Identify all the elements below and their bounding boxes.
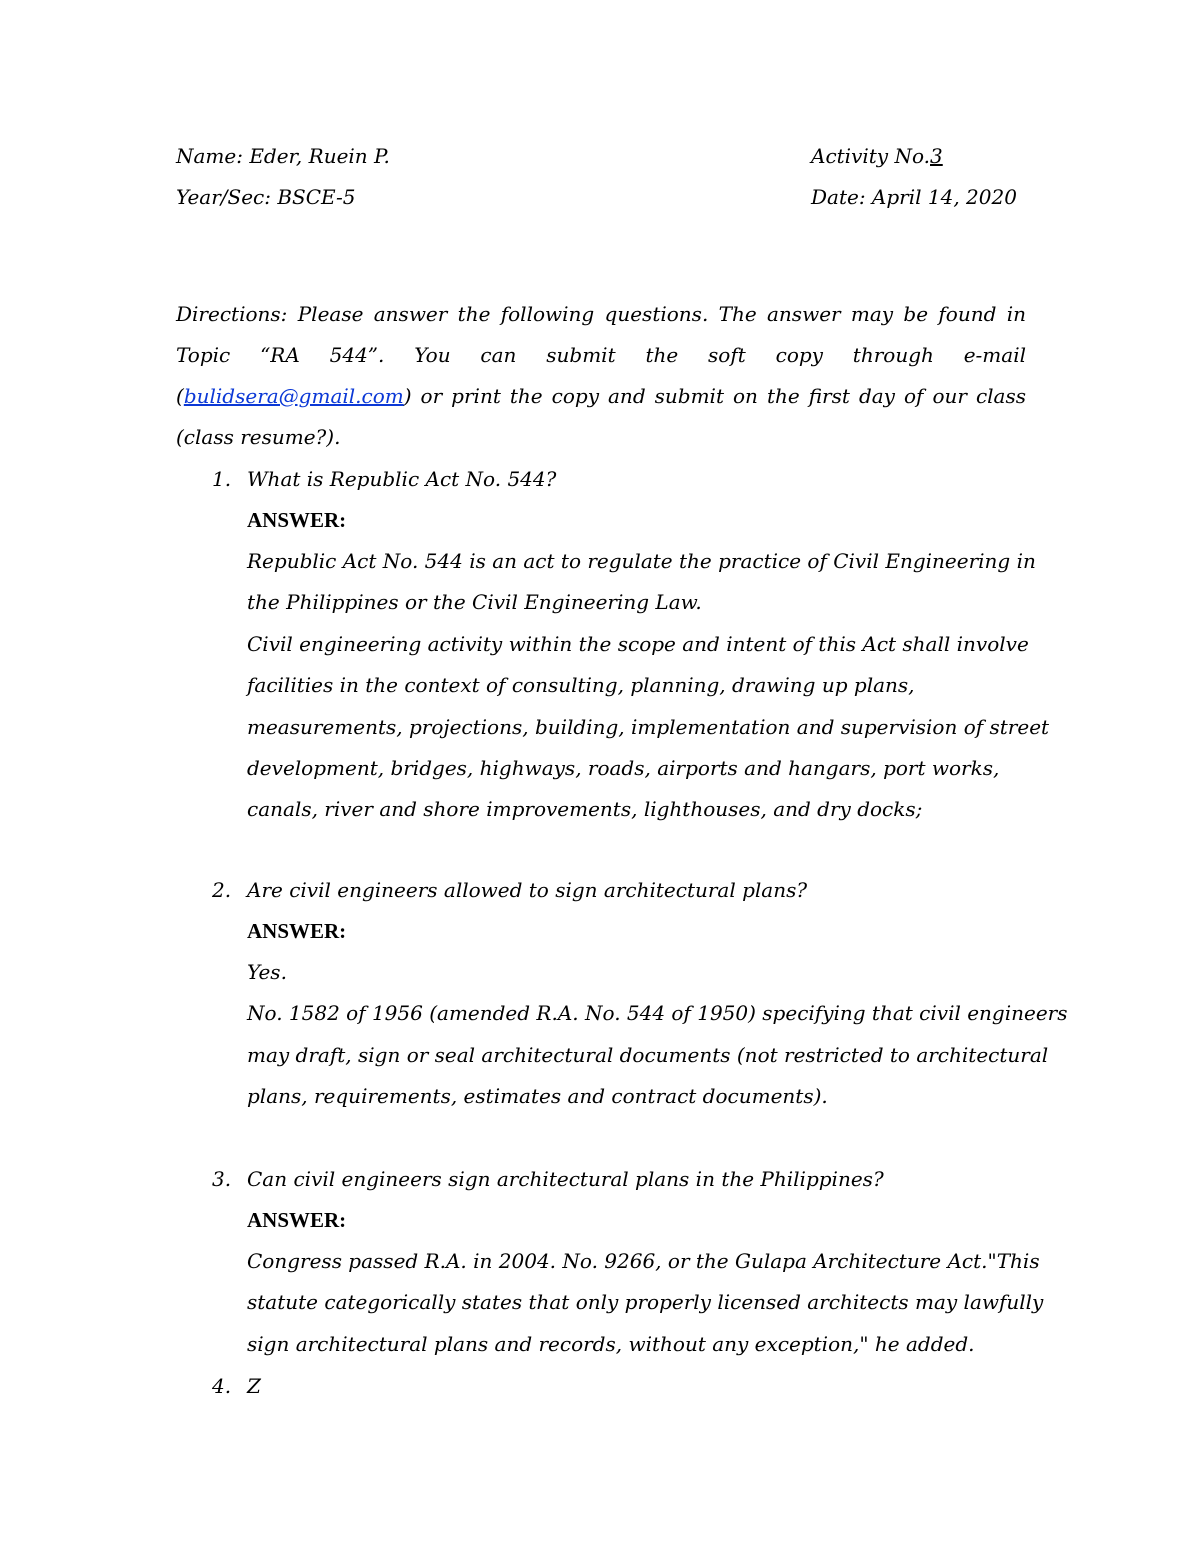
email-link[interactable]: bulidsera@gmail.com xyxy=(183,384,404,408)
answer-line: sign architectural plans and records, without any exception," he added. xyxy=(247,1331,975,1356)
question-number: 2. xyxy=(212,878,232,902)
question-number: 3. xyxy=(212,1167,232,1191)
question-number: 4. xyxy=(212,1374,232,1398)
directions-paragraph xyxy=(176,294,1026,458)
activity-date: Date: April 14, 2020 xyxy=(811,185,1017,209)
answer-label: ANSWER: xyxy=(247,1208,347,1232)
answer-line: Congress passed R.A. in 2004. No. 9266, or the Gulapa Architecture Act."This xyxy=(247,1249,1040,1273)
question-row xyxy=(176,1159,976,1200)
answer-line: No. 1582 of 1956 (amended R.A. No. 544 of 1950) specifying that civil engineers xyxy=(247,1001,1068,1026)
directions-text-1: Directions: Please answer the following questions. The answer may be found in Topic “RA 544”. You can submit the soft copy through e-mail ( xyxy=(176,302,1026,408)
answer-label: ANSWER: xyxy=(247,919,347,943)
question-item-1 xyxy=(176,459,1050,831)
answer-line: development, bridges, highways, roads, airports and hangars, port works, xyxy=(247,756,1000,781)
question-text: Can civil engineers sign architectural plans in the Philippines? xyxy=(247,1167,884,1191)
answer-line: Yes. xyxy=(247,960,287,984)
directions-text-2: ) or print the copy and submit on the first day of our class (class resume?). xyxy=(176,384,1026,449)
answer-line: plans, requirements, estimates and contract documents). xyxy=(247,1084,828,1109)
answer-line: Civil engineering activity within the scope and intent of this Act shall involve xyxy=(247,631,1029,656)
answer-body xyxy=(176,1241,1044,1365)
answer-body xyxy=(176,952,1068,1118)
question-number: 1. xyxy=(212,467,232,491)
question-row xyxy=(176,870,976,911)
answer-body xyxy=(176,541,1050,831)
year-section: Year/Sec: BSCE-5 xyxy=(176,185,356,209)
question-text: Z xyxy=(247,1374,261,1398)
answer-line: Republic Act No. 544 is an act to regulate the practice of Civil Engineering in xyxy=(247,549,1036,573)
question-item-4 xyxy=(176,1366,976,1407)
question-item-3 xyxy=(176,1159,1044,1365)
student-name: Name: Eder, Ruein P. xyxy=(176,144,390,168)
answer-line: the Philippines or the Civil Engineering Law. xyxy=(247,590,702,615)
answer-line: statute categorically states that only properly licensed architects may lawfully xyxy=(247,1290,1044,1315)
activity-number-value: 3 xyxy=(930,144,943,168)
question-row xyxy=(176,459,976,500)
question-text: Are civil engineers allowed to sign architectural plans? xyxy=(247,878,808,902)
activity-number xyxy=(811,143,943,169)
answer-line: may draft, sign or seal architectural documents (not restricted to architectural xyxy=(247,1042,1049,1067)
answer-label: ANSWER: xyxy=(247,508,347,532)
question-row xyxy=(176,1366,976,1407)
answer-line: measurements, projections, building, implementation and supervision of street xyxy=(247,714,1050,739)
question-item-2 xyxy=(176,870,1068,1118)
activity-prefix: Activity No. xyxy=(811,144,931,168)
answer-line: facilities in the context of consulting, planning, drawing up plans, xyxy=(247,673,915,698)
answer-line: canals, river and shore improvements, lighthouses, and dry docks; xyxy=(247,797,923,822)
question-text: What is Republic Act No. 544? xyxy=(247,467,557,491)
